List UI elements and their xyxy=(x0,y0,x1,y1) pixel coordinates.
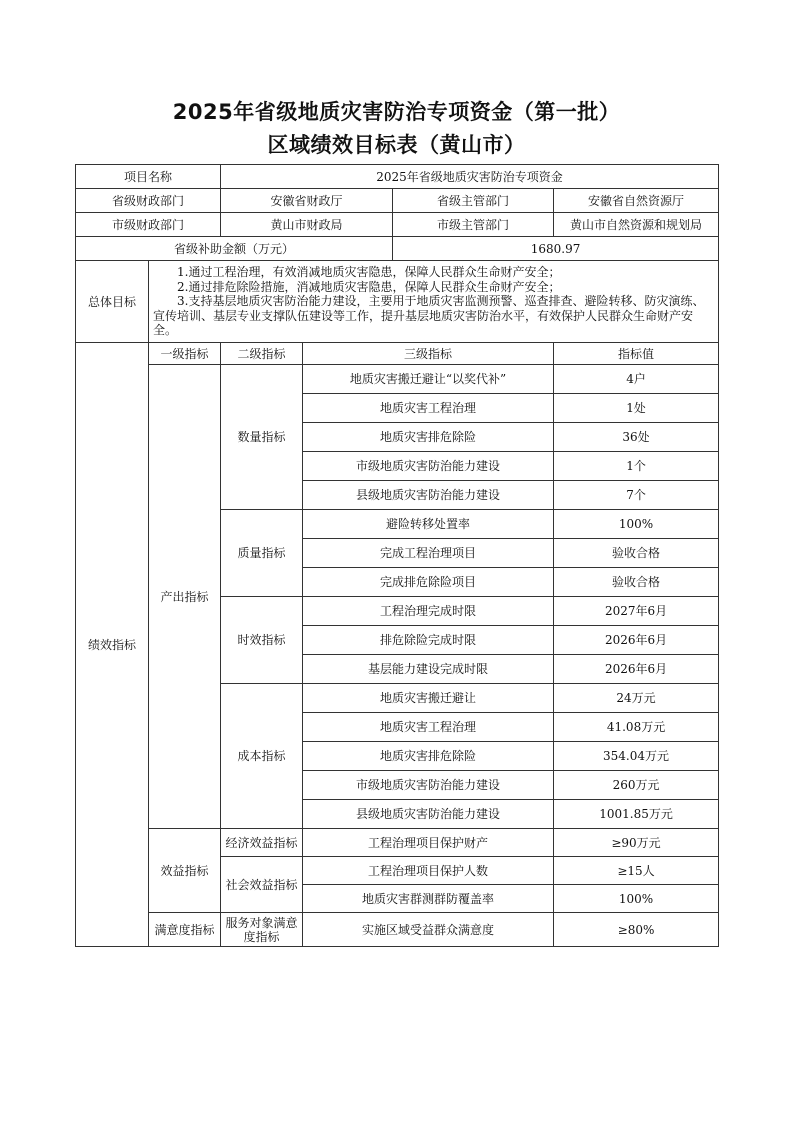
indicator-name: 县级地质灾害防治能力建设 xyxy=(303,481,554,510)
indicator-value: 验收合格 xyxy=(554,539,719,568)
city-finance-label: 市级财政部门 xyxy=(76,213,221,237)
header-value: 指标值 xyxy=(554,343,719,365)
indicator-value: 1个 xyxy=(554,452,719,481)
info-row xyxy=(76,165,719,189)
table-row xyxy=(76,913,719,947)
header-level1: 一级指标 xyxy=(149,343,221,365)
cost-indicator-label: 成本指标 xyxy=(221,684,303,829)
performance-target-table xyxy=(75,164,719,947)
indicator-name: 市级地质灾害防治能力建设 xyxy=(303,452,554,481)
indicator-name: 排危除险完成时限 xyxy=(303,626,554,655)
indicator-value: 100% xyxy=(554,510,719,539)
document-title-line2: 区域绩效目标表（黄山市） xyxy=(267,133,526,157)
indicator-value: 1001.85万元 xyxy=(554,800,719,829)
indicator-value: 7个 xyxy=(554,481,719,510)
social-benefit-label: 社会效益指标 xyxy=(221,857,303,913)
info-row xyxy=(76,213,719,237)
indicator-value: ≥15人 xyxy=(554,857,719,885)
timeliness-indicator-label: 时效指标 xyxy=(221,597,303,684)
indicator-value: 验收合格 xyxy=(554,568,719,597)
prov-dept-label: 省级主管部门 xyxy=(393,189,554,213)
service-satisfaction-label: 服务对象满意度指标 xyxy=(221,913,303,947)
indicator-name: 工程治理项目保护财产 xyxy=(303,829,554,857)
indicator-name: 完成排危除险项目 xyxy=(303,568,554,597)
info-row xyxy=(76,189,719,213)
indicator-name: 地质灾害排危除险 xyxy=(303,742,554,771)
subsidy-label: 省级补助金额（万元） xyxy=(76,237,393,261)
indicator-value: 2026年6月 xyxy=(554,655,719,684)
document-title-line1: 2025年省级地质灾害防治专项资金（第一批） xyxy=(172,100,621,124)
header-level2: 二级指标 xyxy=(221,343,303,365)
header-level3: 三级指标 xyxy=(303,343,554,365)
benefit-indicator-label: 效益指标 xyxy=(149,829,221,913)
table-row xyxy=(76,365,719,394)
indicator-value: 36处 xyxy=(554,423,719,452)
prov-dept-value: 安徽省自然资源厅 xyxy=(554,189,719,213)
prov-finance-value: 安徽省财政厅 xyxy=(221,189,393,213)
indicator-value: 24万元 xyxy=(554,684,719,713)
table-row xyxy=(76,829,719,857)
city-dept-value: 黄山市自然资源和规划局 xyxy=(554,213,719,237)
indicator-name: 地质灾害群测群防覆盖率 xyxy=(303,885,554,913)
prov-finance-label: 省级财政部门 xyxy=(76,189,221,213)
indicator-value: 4户 xyxy=(554,365,719,394)
indicator-name: 完成工程治理项目 xyxy=(303,539,554,568)
goal-item: 1.通过工程治理，有效消减地质灾害隐患，保障人民群众生命财产安全； xyxy=(177,265,561,280)
city-finance-value: 黄山市财政局 xyxy=(221,213,393,237)
project-name-value: 2025年省级地质灾害防治专项资金 xyxy=(221,165,719,189)
goals-row xyxy=(76,261,719,343)
indicator-name: 地质灾害排危除险 xyxy=(303,423,554,452)
indicator-name: 地质灾害工程治理 xyxy=(303,394,554,423)
economic-benefit-label: 经济效益指标 xyxy=(221,829,303,857)
goals-label: 总体目标 xyxy=(76,261,149,343)
quality-indicator-label: 质量指标 xyxy=(221,510,303,597)
indicator-name: 地质灾害搬迁避让 xyxy=(303,684,554,713)
indicator-name: 实施区域受益群众满意度 xyxy=(303,913,554,947)
perf-label: 绩效指标 xyxy=(76,343,149,947)
info-row xyxy=(76,237,719,261)
satisfaction-indicator-label: 满意度指标 xyxy=(149,913,221,947)
indicator-value: 2027年6月 xyxy=(554,597,719,626)
indicator-header-row xyxy=(76,343,719,365)
project-name-label: 项目名称 xyxy=(76,165,221,189)
indicator-value: 100% xyxy=(554,885,719,913)
indicator-value: ≥80% xyxy=(554,913,719,947)
subsidy-value: 1680.97 xyxy=(393,237,719,261)
indicator-value: 260万元 xyxy=(554,771,719,800)
indicator-value: 2026年6月 xyxy=(554,626,719,655)
indicator-name: 县级地质灾害防治能力建设 xyxy=(303,800,554,829)
indicator-name: 地质灾害搬迁避让“以奖代补” xyxy=(303,365,554,394)
output-indicator-label: 产出指标 xyxy=(149,365,221,829)
goals-text xyxy=(149,261,719,343)
indicator-name: 地质灾害工程治理 xyxy=(303,713,554,742)
indicator-name: 市级地质灾害防治能力建设 xyxy=(303,771,554,800)
indicator-value: 41.08万元 xyxy=(554,713,719,742)
indicator-value: 354.04万元 xyxy=(554,742,719,771)
goal-item: 2.通过排危除险措施，消减地质灾害隐患，保障人民群众生命财产安全； xyxy=(177,279,561,294)
indicator-name: 基层能力建设完成时限 xyxy=(303,655,554,684)
indicator-value: 1处 xyxy=(554,394,719,423)
city-dept-label: 市级主管部门 xyxy=(393,213,554,237)
indicator-name: 工程治理完成时限 xyxy=(303,597,554,626)
indicator-value: ≥90万元 xyxy=(554,829,719,857)
goal-item: 3.支持基层地质灾害防治能力建设，主要用于地质灾害监测预警、巡查排查、避险转移、防灾演练、宣传培训、基层专业支撑队伍建设等工作，提升基层地质灾害防治水平，有效保护人民群众生命财产安全。 xyxy=(153,294,705,338)
indicator-name: 工程治理项目保护人数 xyxy=(303,857,554,885)
quantity-indicator-label: 数量指标 xyxy=(221,365,303,510)
indicator-name: 避险转移处置率 xyxy=(303,510,554,539)
